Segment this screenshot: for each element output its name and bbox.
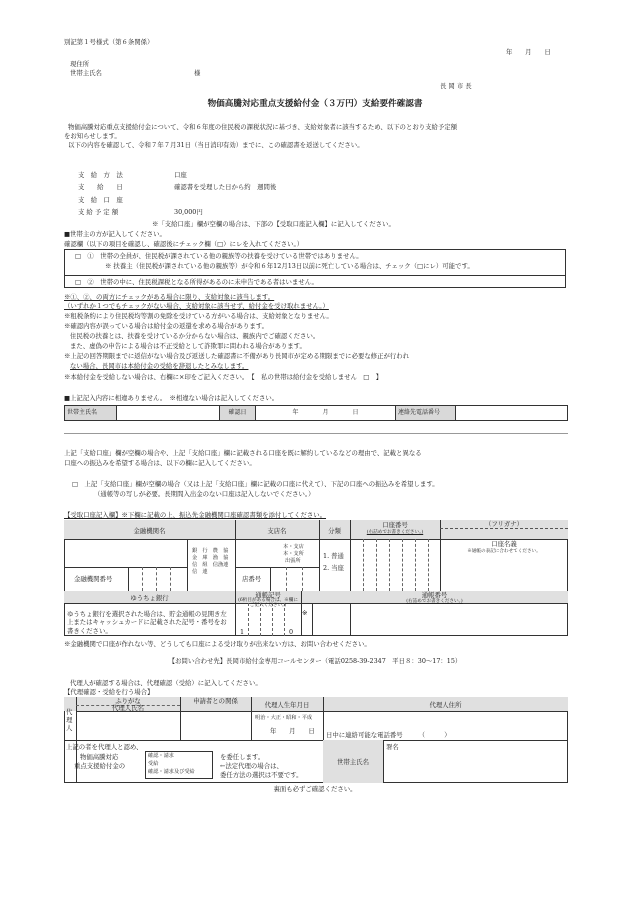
yucho-mark: ※	[302, 609, 308, 617]
account-change-text-2: 口座への振込みを希望する場合は、以下の欄に記入してください。	[64, 459, 256, 467]
method-value: 口座	[174, 171, 187, 179]
page-title: 物価高騰対応重点支援給付金（３万円）支給要件確認書	[207, 99, 423, 109]
householder-label: 世帯主氏名	[70, 69, 102, 77]
delegate-opt-1[interactable]: 確認・請求	[148, 753, 174, 759]
agent-h2	[64, 740, 568, 741]
col-holder-sub: ※通帳の表記に合わせてください。	[467, 549, 541, 554]
back-note: 裏面も必ずご確認ください。	[273, 785, 357, 793]
date-value: 確認書を受理した日から約 週間後	[174, 183, 277, 191]
confirm-phone-label: 連絡先電話番号	[396, 406, 456, 421]
agent-kana: ふりがな	[115, 697, 141, 705]
col-type-label: 分類	[328, 527, 341, 535]
yucho-digit-1: 1	[240, 628, 245, 636]
account-change-text-1: 上記「支給口座」欄が空欄の場合や、上記「支給口座」欄に記載される口座を既に解約しているなどの理由で、記載と異なる	[64, 449, 422, 457]
amount-label: 支 給 予 定 額	[78, 208, 119, 216]
col-kana-label: （フリガナ）	[484, 520, 524, 528]
pb-sep	[272, 603, 273, 636]
agent-address-label: 代理人住所	[429, 701, 462, 709]
passbook-label: 通帳記号	[255, 591, 281, 599]
passbook-num-label: 通帳番号	[421, 591, 448, 599]
note-4: ※確認内容が誤っている場合は給付金の返還を求める場合があります。	[64, 322, 268, 330]
bank-code-label: 金融機関番号	[74, 575, 113, 583]
agent-name-label: 代理人氏名	[112, 704, 144, 712]
bank-v3	[350, 520, 351, 636]
bank-type-4: 信 連	[192, 569, 208, 575]
acct-digit-sep	[389, 539, 390, 591]
agent-relation-label: 申請者との関係	[193, 697, 238, 705]
check-item-1-note: ※ 扶養主（住民税が課されている他の親族等）が令和６年12月13日以前に死亡している場合は、チェック（□にレ）可能です。	[105, 262, 474, 270]
bank-v4	[440, 520, 441, 591]
delegate-legal-2: 委任方法の選択は不要です。	[220, 771, 303, 779]
amount-value: 30,000円	[174, 208, 203, 216]
pb-sep	[260, 603, 261, 636]
acct-digit-sep	[428, 539, 429, 591]
checks-heading-1: ■世帯主の方が記入してください。	[64, 230, 166, 238]
confirm-heading: ■上記記入内容に相違ありません。 ※相違ない場合は記入してください。	[64, 394, 279, 402]
yucho-label: ゆうちょ銀行	[130, 594, 169, 602]
check-item-2[interactable]: □ ② 世帯の中に、住民税課税となる所得があるのに未申告である者はいません。	[75, 278, 318, 286]
pb-sep	[284, 603, 285, 636]
sign-label[interactable]: 署名	[386, 743, 399, 751]
delegate-2: 物価高騰対応	[80, 753, 119, 761]
acct-digit-sep	[402, 539, 403, 591]
confirm-table	[64, 405, 568, 421]
agent-side-label: 代理人	[66, 708, 73, 732]
account-label: 支 給 口 座	[78, 196, 123, 204]
bank-code-v	[128, 567, 129, 591]
account-change-check[interactable]: □ 上記「支給口座」欄が空欄の場合（又は上記「支給口座」欄に記載の口座に代えて）、下記の口座への振込みを希望します。	[72, 480, 439, 488]
bank-code-sep	[170, 567, 171, 591]
agent-birth-date[interactable]: 年 月 日	[270, 727, 315, 735]
agent-birth-label: 代理人生年月日	[264, 701, 310, 709]
agent-intro: 代理人が確認する場合は、代理確認（受給）に記入してください。	[70, 679, 262, 687]
delegate-opt-2[interactable]: 受給	[148, 761, 159, 767]
bank-code-sep	[142, 567, 143, 591]
acct-digit-sep	[363, 539, 364, 591]
date-label: 支 給 日	[78, 183, 123, 191]
branch-code-sep	[302, 567, 303, 591]
branch-code-label: 店番号	[242, 575, 262, 583]
address-label: 現住所	[70, 60, 90, 68]
yucho-note: ゆうちょ銀行を選択された場合は、貯金通帳の見開き左上またはキャッシュカードに記載された記号・番号をお書きください。	[67, 610, 227, 635]
bank-code-line	[64, 567, 187, 568]
pb-sep	[248, 603, 249, 636]
bank-type-1: 銀 行 農 協	[192, 548, 229, 554]
note-3: ※租税条約により住民税均等割の免除を受けている方がいる場合は、支給対象となりません。	[64, 312, 333, 320]
confirm-date-label: 確認日	[220, 406, 256, 421]
passbook-sub: (6桁目がある場合は、※欄に ご記入ください。)	[238, 598, 298, 609]
mayor-label: 長 岡 市 長	[440, 82, 472, 90]
passbook-num-sub: (右詰めでお書きください。)	[406, 599, 463, 604]
owner-label: 世帯主氏名	[337, 758, 369, 766]
acct-digit-sep	[415, 539, 416, 591]
bank-type-v	[187, 539, 188, 591]
delegate-legal-1: ←法定代理の場合は、	[220, 762, 283, 770]
intro-line-3: 以下の内容を確認して、令和７年７月31日（当日消印有効）までに、この確認書を返送してください。	[68, 141, 364, 149]
check-divider	[64, 275, 566, 276]
note-6: また、虚偽の申告による場合は不正受給として詐欺罪に問われる場合があります。	[70, 342, 306, 350]
contact-info: 【お問い合わせ先】長岡市給付金専用コールセンター（電話0258-39-2347 平日８：30～17：15）	[168, 657, 462, 665]
branch-code-v	[270, 567, 271, 591]
bank-type-3: 信 組 信漁連	[192, 562, 229, 568]
confirm-name-field[interactable]	[117, 406, 220, 421]
section-divider	[64, 433, 568, 434]
confirm-name-label: 世帯主氏名	[65, 406, 117, 421]
agent-v5	[383, 740, 384, 783]
branch-code-sep	[286, 567, 287, 591]
bank-heading: 【受取口座記入欄】※下欄に記載の上、振込先金融機関口座確認書類を添付してください。	[64, 511, 327, 519]
payment-note: ※「支給口座」欄が空欄の場合は、下部の【受取口座記入欄】に記入してください。	[152, 220, 395, 228]
bank-type-2: 金 庫 漁 協	[192, 555, 229, 561]
delegate-opt-3[interactable]: 確認・請求及び受給	[148, 769, 195, 775]
header-date: 年 月 日	[506, 48, 551, 56]
agent-birth-eras[interactable]: 明治・大正・昭和・平成	[255, 715, 313, 721]
note-8: ない場合、長岡市は本給付金の受給を辞退したとみなします。	[70, 362, 249, 370]
branch-code-line	[235, 567, 319, 568]
col-account-sub: (右詰めでお書きください。)	[366, 530, 424, 535]
type-current[interactable]: 2. 当座	[323, 564, 344, 572]
form-number: 別記第１号様式（第６条関係）	[64, 38, 154, 46]
account-change-note: （通帳等の写しが必要。長期間入出金のない口座は記入しないでください。）	[94, 490, 315, 498]
delegate-entrust: を委任します。	[220, 753, 265, 761]
yucho-digit-0: 0	[289, 628, 294, 636]
col-branch-label: 支店名	[267, 527, 287, 535]
checks-heading-2: 確認欄（以下の項目を確認し、確認後にチェック欄（□）にレを入れてください。）	[64, 240, 304, 248]
col-account-label: 口座番号	[382, 521, 408, 529]
bank-code-sep	[156, 567, 157, 591]
type-ordinary[interactable]: 1. 普通	[323, 552, 344, 560]
delegate-3: 重点支援給付金の	[74, 762, 126, 770]
check-item-1[interactable]: □ ① 世帯の全員が、住民税が課されている他の親族等の扶養を受けている世帯ではありません。	[75, 252, 363, 260]
note-7: ※上記の回答期限までに返信がない場合及び返送した確認書に不備があり長岡市が定める期限までに必要な修正が行われ	[64, 352, 410, 360]
acct-digit-sep	[376, 539, 377, 591]
confirm-phone-field[interactable]	[456, 406, 568, 421]
delegate-1: 上記の者を代理人と認め、	[66, 743, 143, 751]
col-holder-label: 口座名義	[491, 540, 517, 548]
note-1: ※①、②、の両方にチェックがある場合に限り、支給対象に該当します。	[64, 293, 275, 301]
branch-type-1: 本・支店	[283, 544, 304, 550]
bank-footnote: ※金融機関で口座が作れない等、どうしても口座による受け取りが出来ない方は、お問い合わせください。	[64, 640, 371, 648]
branch-type-2: 本・支所	[283, 551, 304, 557]
note-5: 住民税の扶養とは、扶養を受けているか分からない場合は、親族内でご確認ください。	[70, 332, 320, 340]
col-bank-label: 金融機関名	[133, 527, 166, 535]
agent-heading: 【代理確認・受給を行う場合】	[64, 688, 154, 696]
branch-type-3: 出張所	[285, 558, 301, 564]
note-9[interactable]: ※本給付金を受給しない場合は、右欄に×印をご記入ください。 【 私の世帯は給付金を受給しません □ 】	[64, 373, 383, 381]
method-label: 支 給 方 法	[78, 171, 123, 179]
intro-line-2: をお知らせします。	[64, 132, 121, 140]
note-2: （いずれか１つでもチェックがない場合、支給対象に該当せず、給付金を受け取れません。）	[64, 302, 329, 310]
sama-label: 様	[194, 69, 201, 77]
pb-v	[312, 603, 313, 636]
confirm-date-field[interactable]: 年 月 日	[256, 406, 396, 421]
intro-line-1: 物価高騰対応重点支援給付金について、令和６年度の住民税の課税状況に基づき、支給対象者に該当するため、以下のとおり支給予定額	[68, 123, 458, 131]
agent-phone[interactable]: 日中に連絡可能な電話番号 （ ）	[326, 731, 451, 739]
